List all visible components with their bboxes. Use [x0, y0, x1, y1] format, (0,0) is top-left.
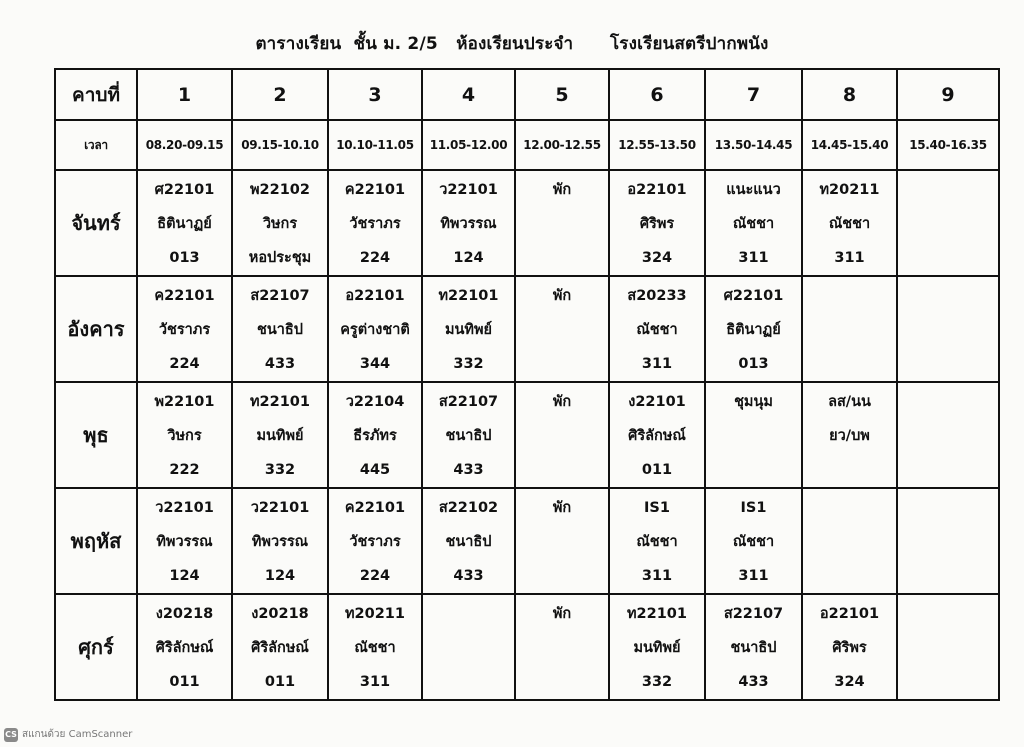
subject-code: แนะแนว [726, 182, 781, 198]
period-number: 1 [137, 69, 232, 120]
subject-code: ค22101 [154, 288, 215, 304]
teacher-name: วัชราภร [349, 216, 401, 232]
class-cell [609, 382, 705, 488]
subject-code: ส22102 [438, 500, 499, 516]
period-number: 5 [515, 69, 609, 120]
subject-code: ลส/นน [828, 394, 871, 410]
period-time: 09.15-10.10 [232, 120, 328, 170]
teacher-name: ศิริลักษณ์ [251, 640, 309, 656]
teacher-name: มนทิพย์ [444, 322, 493, 338]
class-cell [609, 488, 705, 594]
teacher-name: ทิพวรรณ [440, 216, 497, 232]
class-cell [802, 382, 897, 488]
subject-code: ท20211 [819, 182, 880, 198]
room-number: 011 [641, 462, 673, 478]
time-label: เวลา [55, 120, 137, 170]
day-row [55, 276, 999, 382]
scanner-watermark [4, 727, 132, 742]
class-cell [705, 488, 802, 594]
class-cell [515, 382, 609, 488]
teacher-name: วัชราภร [158, 322, 211, 338]
teacher-name: ณัชชา [636, 534, 678, 550]
room-number: 311 [738, 568, 769, 584]
watermark-text: สแกนด้วย CamScanner [22, 729, 133, 740]
subject-code: IS1 [644, 500, 670, 516]
subject-code: IS1 [740, 500, 767, 516]
teacher-name: มนทิพย์ [256, 428, 304, 444]
class-cell [232, 276, 328, 382]
subject-code: ท22101 [626, 606, 687, 622]
subject-code: ศ22101 [723, 288, 784, 304]
empty-cell [897, 276, 999, 382]
subject-code: ท22101 [249, 394, 310, 410]
period-time: 10.10-11.05 [328, 120, 422, 170]
period-time: 11.05-12.00 [422, 120, 515, 170]
class-cell [515, 594, 609, 700]
period-number: 6 [609, 69, 705, 120]
class-cell [802, 170, 897, 276]
class-cell [609, 276, 705, 382]
room-number: 011 [264, 674, 296, 690]
empty-cell [422, 594, 515, 700]
room-number: 445 [359, 462, 391, 478]
class-cell [232, 488, 328, 594]
subject-code: พ22102 [249, 182, 310, 198]
subject-code: พัก [552, 288, 572, 304]
class-cell [232, 170, 328, 276]
teacher-name: ทิพวรรณ [251, 534, 309, 550]
period-time: 08.20-09.15 [137, 120, 232, 170]
room-number: 224 [359, 250, 391, 266]
day-row [55, 382, 999, 488]
subject-code: ส20233 [627, 288, 687, 304]
class-cell [705, 170, 802, 276]
room-number: 311 [834, 250, 865, 266]
class-cell [137, 488, 232, 594]
teacher-name: ณัชชา [732, 534, 775, 550]
period-time: 13.50-14.45 [705, 120, 802, 170]
teacher-name: ณัชชา [732, 216, 775, 232]
teacher-name: ธิตินาฏย์ [726, 322, 781, 338]
empty-cell [897, 382, 999, 488]
subject-code: ง20218 [251, 606, 309, 622]
teacher-name: ศิริพร [639, 216, 675, 232]
class-cell [609, 170, 705, 276]
class-cell [328, 594, 422, 700]
class-cell [422, 382, 515, 488]
period-number: 7 [705, 69, 802, 120]
period-number: 9 [897, 69, 999, 120]
subject-code: พัก [552, 500, 572, 516]
class-cell [515, 488, 609, 594]
subject-code: ว22101 [250, 500, 310, 516]
class-cell [137, 170, 232, 276]
room-number: 332 [641, 674, 673, 690]
teacher-name: ชนาธิป [445, 428, 492, 444]
room-number: 324 [834, 674, 865, 690]
class-cell [232, 594, 328, 700]
subject-code: อ22101 [345, 288, 405, 304]
room-number: 332 [264, 462, 296, 478]
room-number: 011 [169, 674, 200, 690]
empty-cell [802, 488, 897, 594]
class-cell [422, 276, 515, 382]
subject-code: ท20211 [344, 606, 405, 622]
class-cell [137, 276, 232, 382]
room-number: 013 [738, 356, 769, 372]
room-number: หอประชุม [248, 250, 312, 266]
room-number: 311 [738, 250, 769, 266]
period-number: 4 [422, 69, 515, 120]
subject-code: ว22101 [155, 500, 214, 516]
subject-code: พ22101 [154, 394, 215, 410]
subject-code: ว22101 [439, 182, 498, 198]
class-cell [137, 382, 232, 488]
room-number: 124 [264, 568, 296, 584]
period-time: 12.00-12.55 [515, 120, 609, 170]
day-row [55, 170, 999, 276]
room-number: 013 [169, 250, 200, 266]
teacher-name: ชนาธิป [445, 534, 492, 550]
teacher-name: ชนาธิป [257, 322, 303, 338]
subject-code: ค22101 [344, 182, 406, 198]
teacher-name: ศิริลักษณ์ [628, 428, 686, 444]
day-label: พฤหัส [55, 488, 137, 594]
day-label: อังคาร [55, 276, 137, 382]
room-number: 311 [359, 674, 391, 690]
teacher-name: วิษกร [167, 428, 202, 444]
period-header-row [55, 69, 999, 120]
room-number: 311 [641, 568, 673, 584]
class-cell [705, 594, 802, 700]
subject-code: ง20218 [155, 606, 214, 622]
empty-cell [897, 488, 999, 594]
teacher-name: ณัชชา [636, 322, 678, 338]
teacher-name: ยว/บพ [829, 428, 870, 444]
subject-code: ส22107 [438, 394, 499, 410]
room-number: 224 [169, 356, 200, 372]
empty-cell [802, 276, 897, 382]
class-cell [328, 382, 422, 488]
teacher-name: ครูต่างชาติ [340, 322, 410, 338]
subject-code: ค22101 [344, 500, 406, 516]
class-cell [609, 594, 705, 700]
room-number: 433 [453, 568, 484, 584]
room-number: 124 [453, 250, 484, 266]
class-cell [422, 488, 515, 594]
room-number: 433 [738, 674, 769, 690]
period-time: 15.40-16.35 [897, 120, 999, 170]
period-time: 12.55-13.50 [609, 120, 705, 170]
day-label: จันทร์ [55, 170, 137, 276]
teacher-name: ทิพวรรณ [156, 534, 213, 550]
time-row [55, 120, 999, 170]
day-row [55, 488, 999, 594]
subject-code: พัก [552, 182, 572, 198]
teacher-name: วัชราภร [349, 534, 401, 550]
subject-code: ว22104 [345, 394, 405, 410]
class-cell [422, 170, 515, 276]
day-label: ศุกร์ [55, 594, 137, 700]
room-number: 311 [641, 356, 673, 372]
subject-code: ท22101 [438, 288, 499, 304]
room-number: 124 [169, 568, 200, 584]
camscanner-icon: CS [4, 728, 18, 742]
teacher-name: วิษกร [262, 216, 298, 232]
teacher-name: ศิริพร [832, 640, 867, 656]
teacher-name: ธิตินาฏย์ [157, 216, 212, 232]
subject-code: ชุมนุม [734, 394, 773, 410]
subject-code: อ22101 [819, 606, 880, 622]
room-number: 344 [359, 356, 391, 372]
period-number: 8 [802, 69, 897, 120]
subject-code: อ22101 [627, 182, 687, 198]
empty-cell [897, 170, 999, 276]
room-number: 433 [264, 356, 296, 372]
class-cell [137, 594, 232, 700]
teacher-name: ชนาธิป [730, 640, 777, 656]
subject-code: ส22107 [723, 606, 784, 622]
period-number: 2 [232, 69, 328, 120]
room-number: 222 [169, 462, 200, 478]
class-cell [705, 382, 802, 488]
class-cell [515, 170, 609, 276]
day-row [55, 594, 999, 700]
class-cell [802, 594, 897, 700]
period-label: คาบที่ [55, 69, 137, 120]
class-cell [328, 170, 422, 276]
teacher-name: ณัชชา [828, 216, 871, 232]
timetable [54, 68, 1000, 701]
class-cell [705, 276, 802, 382]
period-number: 3 [328, 69, 422, 120]
period-time: 14.45-15.40 [802, 120, 897, 170]
teacher-name: มนทิพย์ [633, 640, 681, 656]
subject-code: ส22107 [250, 288, 310, 304]
teacher-name: ศิริลักษณ์ [155, 640, 214, 656]
teacher-name: ณัชชา [354, 640, 396, 656]
room-number: 433 [453, 462, 484, 478]
room-number: 332 [453, 356, 484, 372]
class-cell [328, 488, 422, 594]
room-number: 224 [359, 568, 391, 584]
class-cell [232, 382, 328, 488]
subject-code: ศ22101 [154, 182, 215, 198]
teacher-name: ธีรภัทร [353, 428, 397, 444]
page-title: ตารางเรียน ชั้น ม. 2/5 ห้องเรียนประจำ โรงเรียนสตรีปากพนัง [255, 34, 769, 54]
subject-code: ง22101 [628, 394, 686, 410]
subject-code: พัก [552, 606, 572, 622]
empty-cell [897, 594, 999, 700]
class-cell [515, 276, 609, 382]
day-label: พุธ [55, 382, 137, 488]
class-cell [328, 276, 422, 382]
room-number: 324 [641, 250, 673, 266]
subject-code: พัก [552, 394, 572, 410]
